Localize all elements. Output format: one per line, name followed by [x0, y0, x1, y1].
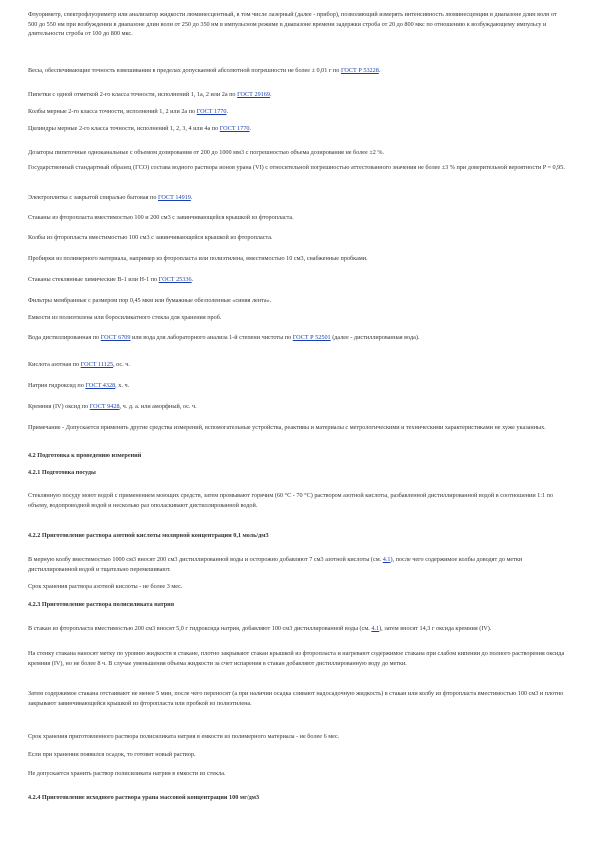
text-span: Флуориметр, спектрофлуориметр или анализатор жидкости люминесцентный, в том числе лазерный (далее - прибор), позволяющий измерять интенсивность люминесценции в диапазоне длин волн от 500 до 550 нм при возбуждении в диапазоне длин волн от 250 до 350 нм в импульсном режиме в диапазоне времени задержки строба от 20 до 800 мкс по отношению к возбуждающему импульсу и длительности строба от 100 до 800 мкс. [28, 11, 557, 37]
document-link[interactable]: ГОСТ 14919 [157, 194, 191, 201]
text-span: . [191, 276, 194, 283]
section-heading [28, 793, 566, 803]
paragraph [28, 10, 566, 39]
paragraph [28, 381, 566, 391]
text-span: Кислота азотная по [28, 361, 81, 368]
paragraph [28, 423, 566, 433]
text-span: . [249, 125, 252, 132]
document-link[interactable]: ГОСТ Р 53228 [340, 67, 379, 74]
paragraph [28, 90, 566, 100]
text-span: Колбы мерные 2-го класса точности, исполнений 1, 2 или 2а по [28, 108, 197, 115]
paragraph [28, 491, 566, 510]
paragraph [28, 163, 566, 173]
text-span: . [378, 67, 381, 74]
text-span: (далее - дистиллированная вода). [330, 334, 420, 341]
text-span: На стенку стакана наносят метку по уровню жидкости в стакане, плотно закрывают стакан крышкой из фторопласта и нагревают содержимое стакана при слабом кипении до полного растворения оксида кремния (IV), но не более 8 ч. В случае уменьшения объема жидкости за счет испарения в стакан добавляют дистиллированную воду до метки. [28, 650, 565, 667]
text-span: , х. ч. [115, 382, 130, 389]
document-link[interactable]: ГОСТ 4328 [85, 382, 116, 389]
paragraph [28, 555, 566, 574]
paragraph [28, 333, 566, 343]
paragraph [28, 769, 566, 779]
paragraph [28, 689, 566, 708]
paragraph [28, 732, 566, 742]
text-span: Весы, обеспечивающие точность взвешивания в пределах допускаемой абсолютной погрешности не более ± 0,01 г по [28, 67, 341, 74]
paragraph [28, 107, 566, 117]
paragraph [28, 233, 566, 243]
document-link[interactable]: 4.1 [382, 556, 391, 563]
document-link[interactable]: 4.1 [371, 625, 380, 632]
document-link[interactable]: ГОСТ 11125 [80, 361, 114, 368]
text-span: . [269, 91, 272, 98]
text-span: Примечание - Допускается применять другие средства измерений, вспомогательные устройства, реактивы и материалы с метрологическими и техническими характеристиками не хуже указанных. [28, 424, 546, 431]
text-span: 4.2 Подготовка к проведению измерений [28, 452, 142, 459]
paragraph [28, 124, 566, 134]
text-span: Срок хранения приготовленного раствора полисиликата натрия в емкости из полимерного материала - не более 6 мес. [28, 733, 340, 740]
text-span: В стакан из фторопласта вместимостью 200 см3 вносят 5,0 г гидроксида натрия, добавляют 100 см3 дистиллированной воды (см. [28, 625, 372, 632]
document-link[interactable]: ГОСТ 1770 [219, 125, 250, 132]
text-span: или вода для лабораторного анализа 1-й степени чистоты по [130, 334, 293, 341]
text-span: Колбы из фторопласта вместимостью 100 см3 с завинчивающейся крышкой из фторопласта. [28, 234, 273, 241]
text-span: Электроплитка с закрытой спиралью бытовая по [28, 194, 158, 201]
text-span: 4.2.2 Приготовление раствора азотной кислоты молярной концентрации 0,1 моль/дм3 [28, 532, 269, 539]
text-span: Кремния (IV) оксид по [28, 403, 90, 410]
text-span: . [226, 108, 229, 115]
text-span: Цилиндры мерные 2-го класса точности, исполнений 1, 2, 3, 4 или 4а по [28, 125, 220, 132]
text-span: 4.2.1 Подготовка посуды [28, 469, 96, 476]
text-span: Пипетки с одной отметкой 2-го класса точности, исполнений 1, 1а, 2 или 2а по [28, 91, 238, 98]
text-span: Натрия гидроксид по [28, 382, 86, 389]
text-span: Затем содержимое стакана отстаивают не менее 5 мин, после чего переносят (а при наличии осадка сливают надосадочную жидкость) в стакан или колбу из фторопласта вместимостью 100 см3 и плотно закрывают завинчивающейся крышкой из фторопласта или пробкой из полиэтилена. [28, 690, 564, 707]
paragraph [28, 213, 566, 223]
text-span: Стеклянную посуду моют водой с применением моющих средств, затем промывают горячим (60 °С - 70 °С) раствором азотной кислоты, разбавленной дистиллированной водой в соотношении 1:1 по объему, водопроводной водой и несколько раз ополаскивают дистиллированной водой. [28, 492, 554, 509]
document-link[interactable]: ГОСТ 9428 [89, 403, 120, 410]
document-link[interactable]: ГОСТ 29169 [237, 91, 270, 98]
text-span: , ос. ч. [113, 361, 130, 368]
text-span: Дозаторы пипеточные одноканальные с объемом дозирования от 200 до 1000 мм3 с погрешностью объема дозирования не более ±2 %. [28, 149, 385, 156]
text-span: 4.2.4 Приготовление исходного раствора урана массовой концентрации 100 мг/дм3 [28, 794, 260, 801]
paragraph [28, 360, 566, 370]
text-span: . [190, 194, 193, 201]
text-span: Фильтры мембранные с размером пор 0,45 мкм или бумажные обеззоленные «синяя лента». [28, 297, 272, 304]
text-span: Срок хранения раствора азотной кислоты - не более 3 мес. [28, 583, 183, 590]
paragraph [28, 750, 566, 760]
text-span: Пробирки из полимерного материала, например из фторопласта или полиэтилена, вместимостью 10 см3, снабженные пробками. [28, 255, 368, 262]
paragraph [28, 313, 566, 323]
section-heading [28, 468, 566, 478]
paragraph [28, 402, 566, 412]
text-span: Государственный стандартный образец (ГСО) состава водного раствора ионов урана (VI) с относительной погрешностью аттестованного значения не более ±3 % при доверительной вероятности P = 0,95. [28, 164, 565, 171]
paragraph [28, 193, 566, 203]
text-span: Стаканы из фторопласта вместимостью 100 и 200 см3 с завинчивающейся крышкой из фторопласта. [28, 214, 294, 221]
section-heading [28, 451, 566, 461]
document-link[interactable]: ГОСТ 1770 [196, 108, 227, 115]
section-heading [28, 600, 566, 610]
paragraph [28, 582, 566, 592]
section-heading [28, 531, 566, 541]
document-link[interactable]: ГОСТ Р 52501 [292, 334, 331, 341]
paragraph [28, 254, 566, 264]
paragraph [28, 649, 566, 668]
text-span: Не допускается хранить раствор полисиликата натрия в емкости из стекла. [28, 770, 226, 777]
text-span: Емкости из полиэтилена или боросиликатного стекла для хранения проб. [28, 314, 222, 321]
text-span: ), затем вносят 14,3 г оксида кремния (IV). [379, 625, 492, 632]
text-span: Если при хранении появился осадок, то готовят новый раствор. [28, 751, 196, 758]
document-link[interactable]: ГОСТ 6709 [100, 334, 131, 341]
text-span: В мерную колбу вместимостью 1000 см3 вносят 200 см3 дистиллированной воды и осторожно добавляют 7 см3 азотной кислоты (см. [28, 556, 383, 563]
text-span: ), после чего содержимое колбы доводят до метки дистиллированной водой и тщательно перемешивают. [28, 556, 523, 573]
document-link[interactable]: ГОСТ 25336 [158, 276, 192, 283]
text-span: , ч. д. а. или аморфный, ос. ч. [119, 403, 197, 410]
paragraph [28, 148, 566, 158]
text-span: Вода дистиллированная по [28, 334, 101, 341]
paragraph [28, 624, 566, 634]
paragraph [28, 275, 566, 285]
text-span: 4.2.3 Приготовление раствора полисиликата натрия [28, 601, 175, 608]
paragraph [28, 66, 566, 76]
text-span: Стаканы стеклянные химические В-1 или Н-1 по [28, 276, 159, 283]
paragraph [28, 296, 566, 306]
